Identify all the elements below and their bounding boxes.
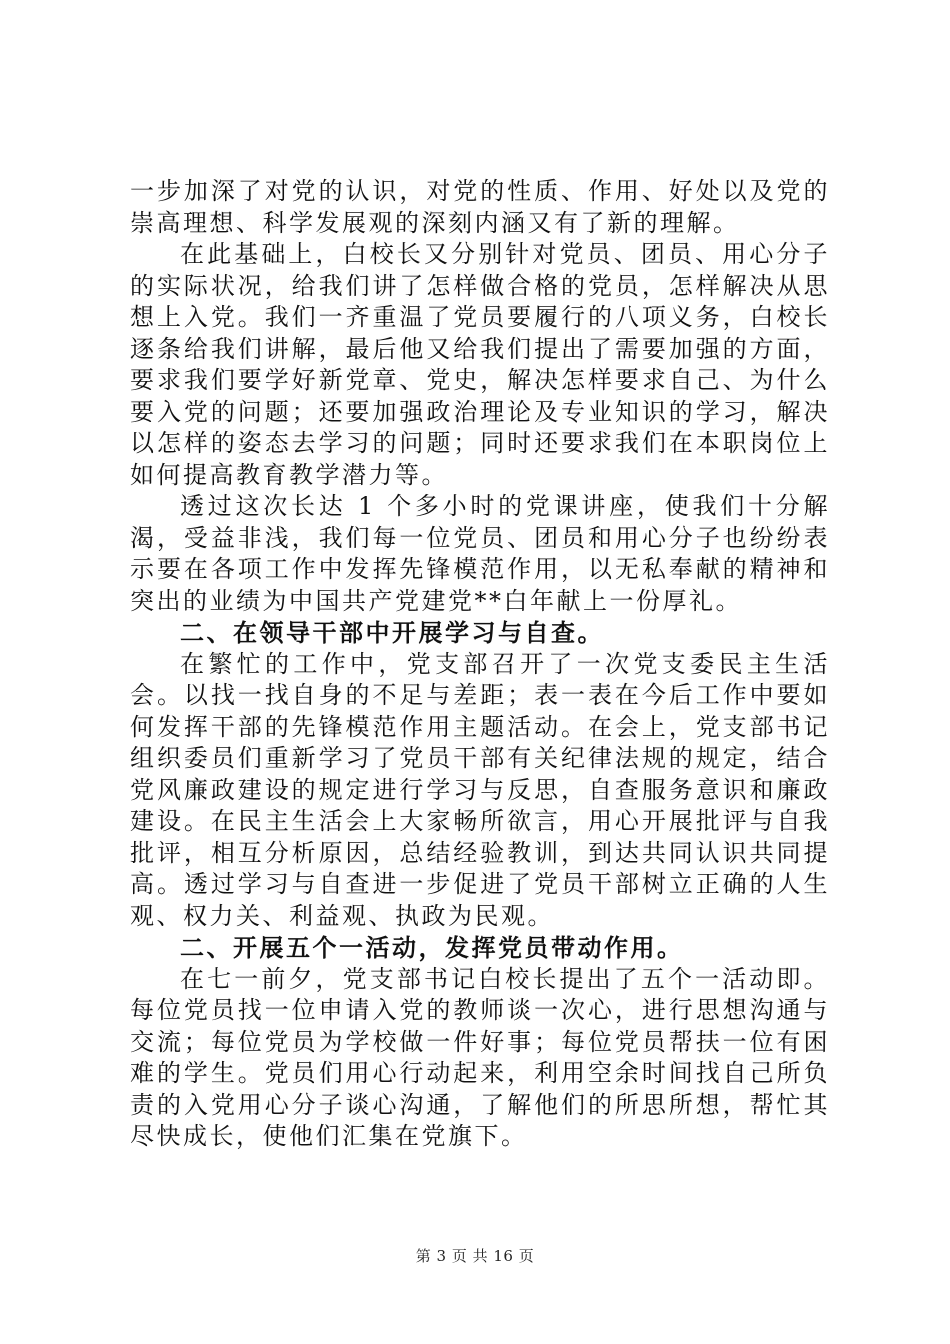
paragraph-lecture-content: 在此基础上，白校长又分别针对党员、团员、用心分子的实际状况，给我们讲了怎样做合格的党员，怎样解决从思想上入党。我们一齐重温了党员要履行的八项义务，白校长逐条给我们讲解，最后他又给我们提出了需要加强的方面，要求我们要学好新党章、党史，解决怎样要求自己、为什么要入党的问题；还要加强政治理论及专业知识的学习，解决以怎样的姿态去学习的问题；同时还要求我们在本职岗位上如何提高教育教学潜力等。	[130, 240, 830, 489]
section-heading-five-ones: 二、开展五个一活动，发挥党员带动作用。	[180, 933, 684, 962]
page-footer: 第 3 页 共 16 页	[415, 1247, 535, 1265]
paragraph-five-ones: 在七一前夕，党支部书记白校长提出了五个一活动即。每位党员找一位申请入党的教师谈一次心，进行思想沟通与交流；每位党员为学校做一件好事；每位党员帮扶一位有困难的学生。党员们用心行动起来，利用空余时间找自己所负责的入党用心分子谈心沟通，了解他们的所思所想，帮忙其尽快成长，使他们汇集在党旗下。	[130, 964, 830, 1150]
paragraph-self-check: 在繁忙的工作中，党支部召开了一次党支委民主生活会。以找一找自身的不足与差距；表一表在今后工作中要如何发挥干部的先锋模范作用主题活动。在会上，党支部书记组织委员们重新学习了党员干部有关纪律法规的规定，结合党风廉政建设的规定进行学习与反思，自查服务意识和廉政建设。在民主生活会上大家畅所欲言，用心开展批评与自我批评，相互分析原因，总结经验教训，到达共同认识共同提高。透过学习与自查进一步促进了党员干部树立正确的人生观、权力关、利益观、执政为民观。	[130, 649, 830, 930]
paragraph-continuation: 一步加深了对党的认识，对党的性质、作用、好处以及党的崇高理想、科学发展观的深刻内涵又有了新的理解。	[130, 177, 830, 237]
document-body	[130, 176, 830, 1153]
section-heading-self-check: 二、在领导干部中开展学习与自查。	[180, 618, 604, 647]
paragraph-lecture-result: 透过这次长达 1 个多小时的党课讲座，使我们十分解渴，受益非浅，我们每一位党员、团员和用心分子也纷纷表示要在各项工作中发挥先锋模范作用，以无私奉献的精神和突出的业绩为中国共产党建党**白年献上一份厚礼。	[130, 492, 830, 615]
